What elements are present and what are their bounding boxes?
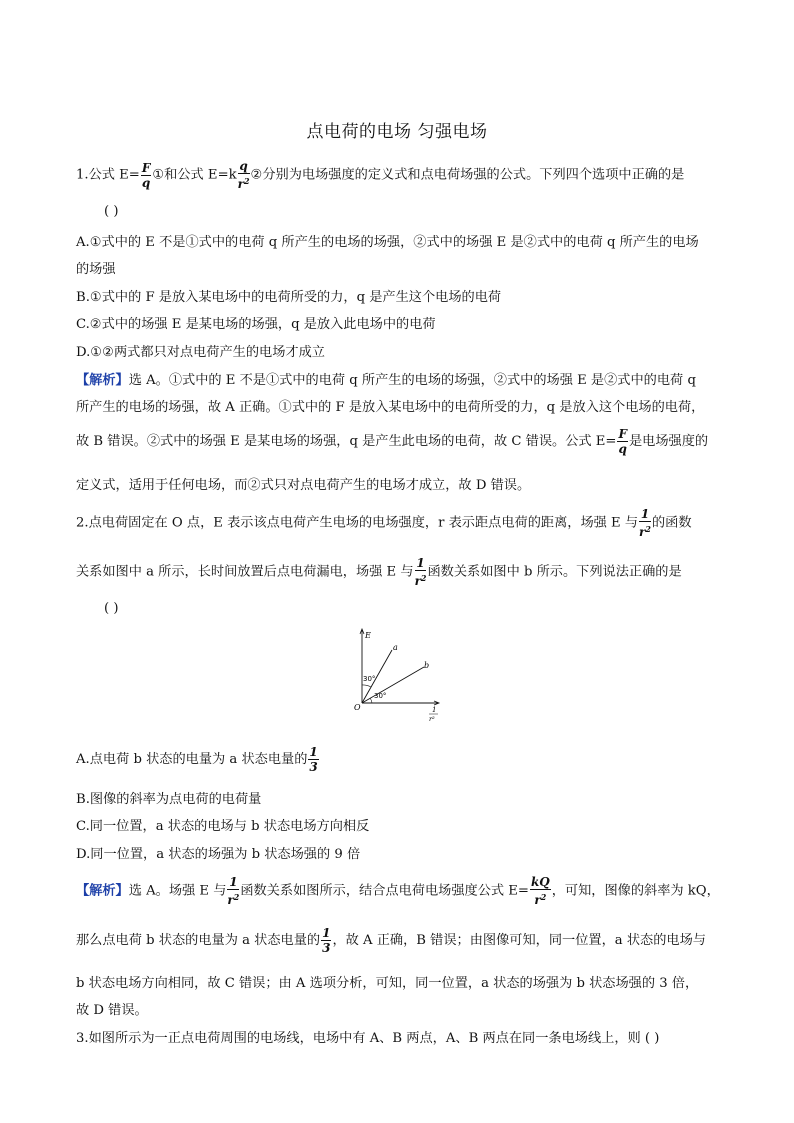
q1-option-a-cont: 的场强	[76, 262, 116, 277]
q1-option-b: B.①式中的 F 是放入某电场中的电荷所受的力，q 是产生这个电场的电荷	[76, 290, 502, 305]
q2-option-a: A.点电荷 b 状态的电量为 a 状态电量的 $\frac{1}{3}$	[76, 745, 318, 774]
fraction: $\frac{1}{3}$	[322, 926, 331, 955]
angle-b-label: 30°	[374, 692, 387, 700]
line-b-label: b	[424, 661, 430, 670]
q2-answer-paren: ( )	[104, 601, 119, 616]
q1-analysis: 【解析】选 A。①式中的 E 不是①式中的电荷 q 所产生的电场的场强，②式中的场强 E 是②式中的电荷 q	[76, 373, 696, 388]
q1-option-c: C.②式中的场强 E 是某电场的场强，q 是放入此电场中的电荷	[76, 317, 436, 332]
analysis-label: 【解析】	[76, 373, 129, 388]
q1-answer-paren: ( )	[104, 204, 119, 219]
fraction: $\frac{1}{r^2}$	[227, 875, 240, 907]
q2-stem: 2.点电荷固定在 O 点，E 表示该点电荷产生电场的电场强度，r 表示距点电荷的距离，场强 E 与 $\frac{1}{r^2}$ 的函数	[76, 507, 692, 539]
q1-option-d: D.①②两式都只对点电荷产生的电场才成立	[76, 345, 325, 360]
q1-analysis-4: 定义式，适用于任何电场，而②式只对点电荷产生的电场才成立，故 D 错误。	[76, 478, 531, 493]
q1-analysis-3: 故 B 错误。②式中的场强 E 是某电场的场强，q 是产生此电场的电荷，故 C 错误。公式 E= $\frac{F}{q}$ 是电场强度的	[76, 427, 709, 456]
angle-arc-a	[362, 685, 371, 687]
fraction: $\frac{q}{r^2}$	[237, 159, 250, 191]
analysis-label: 【解析】	[76, 883, 129, 899]
line-b	[362, 667, 424, 703]
q3-stem: 3.如图所示为一正点电荷周围的电场线，电场中有 A、B 两点，A、B 两点在同一条电场线上，则 ( )	[76, 1031, 660, 1046]
q2-analysis: 【解析】选 A。场强 E 与 $\frac{1}{r^2}$ 函数关系如图所示，结合点电荷电场强度公式 E= $\frac{kQ}{r^2}$ ，可知，图像的斜率为 kQ，	[76, 875, 720, 907]
x-axis-label-num: 1	[432, 706, 437, 714]
q1-stem: 1.公式 E= $\frac{F}{q}$ ①和公式 E=k $\frac{q}{r^2}$ ②分别为电场强度的定义式和点电荷场强的公式。下列四个选项中正确的是	[76, 159, 685, 191]
x-axis-label-den: r²	[429, 715, 435, 723]
q2-analysis-4: 故 D 错误。	[76, 1003, 148, 1018]
q2-option-d: D.同一位置，a 状态的场强为 b 状态场强的 9 倍	[76, 847, 361, 862]
fraction: $\frac{kQ}{r^2}$	[530, 875, 550, 907]
fraction: $\frac{F}{q}$	[141, 160, 151, 190]
y-axis-label: E	[365, 631, 371, 640]
q2-option-c: C.同一位置，a 状态的电场与 b 状态电场方向相反	[76, 819, 370, 834]
line-a-label: a	[393, 643, 398, 652]
q2-stem-2: 关系如图中 a 所示，长时间放置后点电荷漏电，场强 E 与 $\frac{1}{r^2}$ 函数关系如图中 b 所示。下列说法正确的是	[76, 556, 682, 588]
fraction: $\frac{F}{q}$	[618, 427, 627, 456]
angle-arc-b	[370, 698, 372, 703]
q1-analysis-2: 所产生的电场的场强，故 A 正确。①式中的 F 是放入某电场中的电荷所受的力，q 是放入这个电场的电荷，	[76, 400, 705, 415]
angle-a-label: 30°	[363, 675, 376, 683]
e-vs-inverse-r2-graph	[352, 628, 448, 724]
y-axis	[360, 629, 364, 703]
fraction: $\frac{1}{r^2}$	[414, 556, 427, 588]
q2-option-b: B.图像的斜率为点电荷的电荷量	[76, 792, 262, 807]
origin-label: O	[354, 703, 361, 712]
fraction: $\frac{1}{3}$	[309, 745, 318, 774]
fraction: $\frac{1}{r^2}$	[639, 507, 651, 539]
x-axis	[362, 701, 439, 705]
q1-option-a: A.①式中的 E 不是①式中的电荷 q 所产生的电场的场强，②式中的场强 E 是②式中的电荷 q 所产生的电场	[76, 235, 699, 250]
page-title: 点电荷的电场 匀强电场	[306, 122, 488, 142]
q2-analysis-2: 那么点电荷 b 状态的电量为 a 状态电量的 $\frac{1}{3}$ ，故 A 正确，B 错误；由图像可知，同一位置，a 状态的电场与	[76, 926, 706, 955]
q2-analysis-3: b 状态电场方向相同，故 C 错误；由 A 选项分析，可知，同一位置，a 状态的场强为 b 状态场强的 3 倍，	[76, 976, 699, 991]
